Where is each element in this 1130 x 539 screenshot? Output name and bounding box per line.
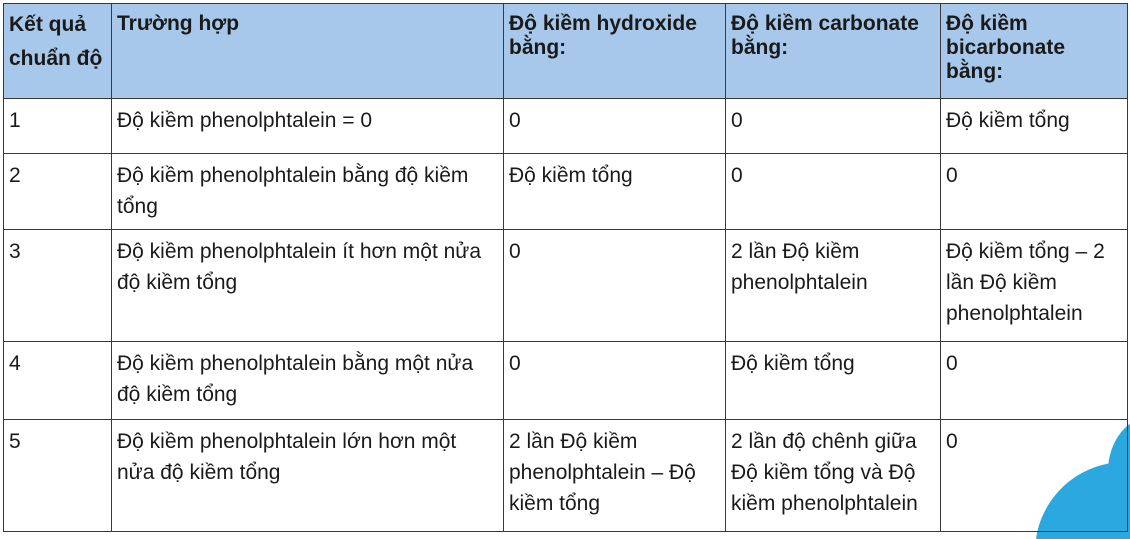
cell-bicarbonate: 0 [941,154,1128,230]
cell-case: Độ kiềm phenolphtalein = 0 [112,99,504,154]
cell-hydroxide: 0 [504,230,726,342]
table-row [4,154,1128,230]
cell-hydroxide: 0 [504,99,726,154]
cell-bicarbonate: 0 [941,420,1128,532]
table-row [4,342,1128,420]
header-hydroxide: Độ kiềm hydroxide bằng: [504,4,726,99]
header-carbonate: Độ kiềm carbonate bằng: [726,4,941,99]
header-case: Trường hợp [112,4,504,99]
cell-hydroxide: 2 lần Độ kiềm phenolphtalein – Độ kiềm tổng [504,420,726,532]
cell-case: Độ kiềm phenolphtalein bằng độ kiềm tổng [112,154,504,230]
header-titration-result: Kết quả chuẩn độ [4,4,112,99]
cell-carbonate: 2 lần Độ kiềm phenolphtalein [726,230,941,342]
cell-carbonate: 0 [726,99,941,154]
cell-case: Độ kiềm phenolphtalein bằng một nửa độ kiềm tổng [112,342,504,420]
alkalinity-table [3,3,1128,532]
cell-carbonate: Độ kiềm tổng [726,342,941,420]
cell-result: 4 [4,342,112,420]
cell-case: Độ kiềm phenolphtalein lớn hơn một nửa độ kiềm tổng [112,420,504,532]
cell-hydroxide: Độ kiềm tổng [504,154,726,230]
cell-result: 2 [4,154,112,230]
cell-result: 1 [4,99,112,154]
table-header-row [4,4,1128,99]
table-row [4,420,1128,532]
table-row [4,230,1128,342]
cell-bicarbonate: Độ kiềm tổng [941,99,1128,154]
cell-carbonate: 0 [726,154,941,230]
cell-bicarbonate: 0 [941,342,1128,420]
cell-hydroxide: 0 [504,342,726,420]
cell-result: 3 [4,230,112,342]
cell-bicarbonate: Độ kiềm tổng – 2 lần Độ kiềm phenolphtalein [941,230,1128,342]
cell-case: Độ kiềm phenolphtalein ít hơn một nửa độ kiềm tổng [112,230,504,342]
cell-carbonate: 2 lần độ chênh giữa Độ kiềm tổng và Độ kiềm phenolphtalein [726,420,941,532]
header-bicarbonate: Độ kiềm bicarbonate bằng: [941,4,1128,99]
cell-result: 5 [4,420,112,532]
table-row [4,99,1128,154]
